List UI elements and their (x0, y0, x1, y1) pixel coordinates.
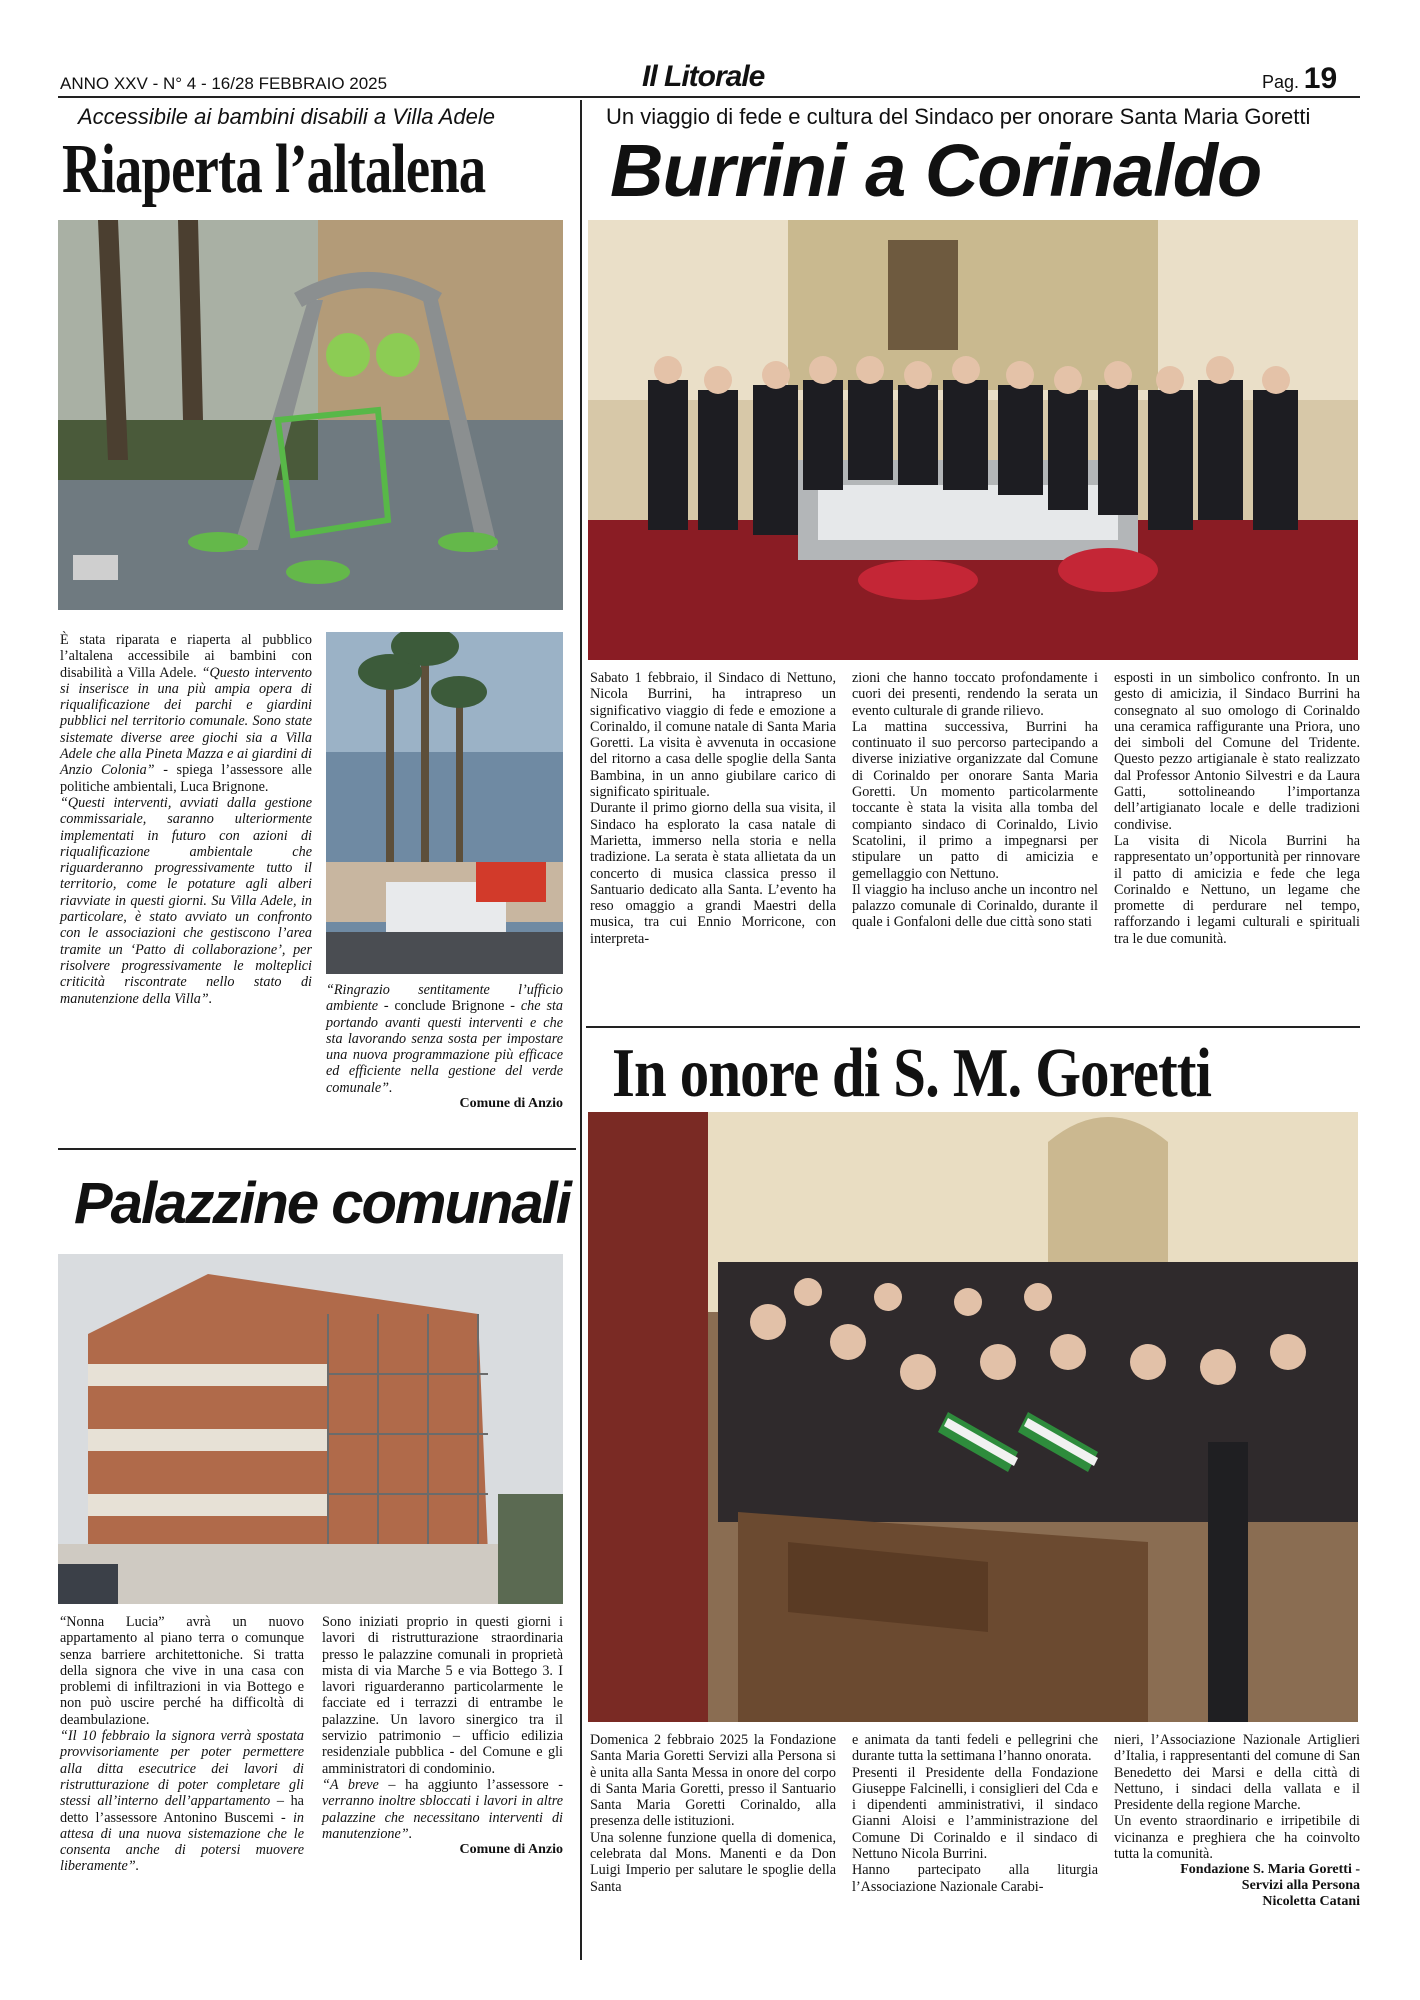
palazzine-c1-quote: “Il 10 febbraio la signora verrà spostata provvisoriamente per poter permettere alla ditta esecutrice dei lavori di ristrutturazione di poter completare gli stessi all’interno dell’appartamento (60, 1728, 304, 1810)
header-rule (58, 96, 1360, 98)
mass-photo (588, 1112, 1358, 1722)
palazzine-signature: Comune di Anzio (459, 1842, 563, 1858)
burrini-c2: zioni che hanno toccato profondamente i cuori dei presenti, rendendo la serata un evento culturale di grande rilievo. (852, 670, 1098, 719)
altalena-title: Riaperta l’altalena (62, 131, 486, 208)
goretti-c2c: Hanno partecipato alla liturgia l’Associazione Nazionale Carabi- (852, 1862, 1098, 1895)
goretti-column-1 (590, 1732, 836, 1895)
altalena-paragraph-1 (60, 632, 312, 795)
goretti-c2: e animata da tanti fedeli e pellegrini che durante tutta la settimana l’hanno onorata. (852, 1732, 1098, 1765)
goretti-c2b: Presenti il Presidente della Fondazione Giuseppe Falcinelli, i consiglieri del Cda e i dipendenti amministrativi, il sindaco Gianni Aloisi e l’amministrazione del Comune Di Corinaldo e il sindaco di Nettuno Nicola Burrini. (852, 1764, 1098, 1863)
goretti-signature-3: Nicoletta Catani (1262, 1894, 1360, 1910)
goretti-c1: Domenica 2 febbraio 2025 la Fondazione Santa Maria Goretti Servizi alla Persona si è unita alla Santa Messa in onore del corpo di Santa Maria Goretti, presso il Santuario Santa Maria Goretti Corinaldo, alla presenza delle istituzioni. (590, 1732, 836, 1830)
altalena-paragraph-2: “Questi interventi, avviati dalla gestione commissariale, saranno ulteriormente implementati in futuro con azioni di riqualificazione ambientale che riguarderanno progressivamente tutto il territorio, come le potature agli alberi riavviate in questi giorni. Su Villa Adele, in particolare, è stato avviato un confronto con le associazioni che gestiscono l’area tramite un ‘Patto di collaborazione’, per risolvere progressivamente le molteplici criticità riscontrate nello stato di manutenzione della Villa”. (60, 794, 312, 1007)
altalena-p1-quote: “Questo intervento si inserisce in una più ampia opera di riqualificazione dei parchi e giardini pubblici nel territorio comunale. Sono state sistemate diverse aree giochi sia a Villa Adele che alla Pineta Mazza e ai giardini di Anzio Colonia” (60, 664, 312, 779)
altalena-p3-text: - conclude Brignone - (378, 998, 521, 1015)
burrini-column-1 (590, 670, 836, 947)
palazzine-c1-quote2: in attesa di una nuova sistemazione che le consenta anche di potersi muovere liberamente”. (60, 1809, 304, 1875)
palazzine-c2-quote: “A breve (322, 1776, 379, 1793)
swing-photo (58, 220, 563, 610)
altalena-kicker: Accessibile ai bambini disabili a Villa Adele (78, 104, 496, 129)
goretti-title: In onore di S. M. Goretti (612, 1035, 1212, 1112)
palazzine-c1: “Nonna Lucia” avrà un nuovo appartamento al piano terra o comunque senza barriere architettoniche. Si tratta della signora che vive in una casa con problemi di infiltrazioni in via Bottego e non può uscire perché ha difficoltà di deambulazione. (60, 1614, 304, 1728)
page-label: Pag. (1262, 72, 1300, 92)
altalena-p3-quote2: che sta portando avanti questi interventi e che sta lavorando senza sosta per impostare una nuova programmazione più efficace ed efficiente nella gestione del verde comunale”. (326, 998, 563, 1096)
burrini-c3b: La visita di Nicola Burrini ha rappresentato un’opportunità per rinnovare il patto di amicizia e fede che lega Corinaldo e Nettuno, un legame che promette di perdurare nel tempo, rafforzando i legami culturali e spirituali tra le due comunità. (1114, 832, 1360, 947)
goretti-column-2 (852, 1732, 1098, 1895)
concert-photo (588, 220, 1358, 660)
goretti-c1b: Una solenne funzione quella di domenica, celebrata dal Mons. Manenti e da Don Luigi Imperio per salutare le spoglie della Santa (590, 1829, 836, 1895)
tree-pruning-photo (326, 632, 563, 974)
palazzine-column-2 (322, 1614, 563, 1858)
palazzine-c2: Sono iniziati proprio in questi giorni i lavori di ristrutturazione straordinaria presso le palazzine comunali in proprietà mista di via Marche 5 e via Bottego 3. I lavori riguarderanno particolarmente le facciate ed i terrazzi di entrambe le palazzine. Un lavoro sinergico tra il servizio patrimonio – ufficio edilizia residenziale pubblica - del Comune e gli amministratori di condominio. (322, 1614, 563, 1777)
burrini-column-2 (852, 670, 1098, 931)
altalena-paragraph-3 (326, 982, 563, 1096)
altalena-p3-quote: “Ringrazio sentitamente l’ufficio ambiente (326, 982, 563, 1015)
palazzine-title: Palazzine comunali (74, 1171, 570, 1236)
burrini-title: Burrini a Corinaldo (610, 129, 1262, 212)
section-rule-right (586, 1026, 1360, 1028)
page-number (1262, 62, 1337, 96)
column-divider (580, 100, 582, 1960)
altalena-column-1 (60, 632, 312, 1007)
building-photo (58, 1254, 563, 1604)
burrini-c1b: Durante il primo giorno della sua visita, il Sindaco ha esplorato la casa natale di Marietta, immerso nella storia e nella tradizione. La serata è stata allietata da un concerto di musica classica presso il Santuario dedicato alla Santa. L’evento ha reso omaggio a grandi Maestri della musica, tra cui Ennio Morricone, con interpreta- (590, 800, 836, 947)
palazzine-c2-quote-paragraph (322, 1777, 563, 1842)
goretti-c3: nieri, l’Associazione Nazionale Artiglieri d’Italia, i rappresentanti del comune di San Benedetto dei Marsi e della città di Nettuno, i sindaci della vallata e il Presidente della regione Marche. (1114, 1732, 1360, 1814)
altalena-p1-text: È stata riparata e riaperta al pubblico l’altalena accessibile ai bambini con disabilità a Villa Adele. (60, 632, 312, 681)
section-rule-left (58, 1148, 576, 1150)
burrini-c1: Sabato 1 febbraio, il Sindaco di Nettuno, Nicola Burrini, ha intrapreso un significativo viaggio di fede e emozione a Corinaldo, il comune natale di Santa Maria Goretti. La visita è avvenuta in occasione del ritorno a casa delle spoglie della Santa Bambina, in un anno giubilare carico di significato spirituale. (590, 670, 836, 801)
issue-info: ANNO XXV - N° 4 - 16/28 FEBBRAIO 2025 (60, 74, 388, 93)
burrini-column-3 (1114, 670, 1360, 947)
page-number-value: 19 (1303, 62, 1338, 95)
palazzine-c2-plain: – ha aggiunto l’assessore - (378, 1776, 564, 1793)
burrini-c2b: La mattina successiva, Burrini ha continuato il suo percorso partecipando a diverse iniziative organizzate dal Comune di Corinaldo per onorare Santa Maria Goretti. Un momento particolarmente toccante è stata la visita alla tomba del compianto sindaco di Corinaldo, Livio Scatolini, il primo a impegnarsi per stipulare un patto di amicizia e gemellaggio con Nettuno. (852, 718, 1098, 882)
altalena-signature: Comune di Anzio (459, 1096, 563, 1112)
palazzine-c1-plain: – ha detto l’assessore Antonino Buscemi - (60, 1793, 304, 1826)
altalena-column-2 (326, 982, 563, 1112)
palazzine-c2-quote2: verranno inoltre sbloccati i lavori in altre palazzine che necessitano interventi di manutenzione”. (322, 1793, 563, 1842)
goretti-signature-1: Fondazione S. Maria Goretti - (1180, 1862, 1360, 1878)
palazzine-c1-quote-paragraph (60, 1728, 304, 1875)
burrini-c2c: Il viaggio ha incluso anche un incontro nel palazzo comunale di Corinaldo, durante il quale i Gonfaloni delle due città sono stati (852, 881, 1098, 931)
burrini-c3: esposti in un simbolico confronto. In un gesto di amicizia, il Sindaco Burrini ha consegnato al suo omologo di Corinaldo una ceramica raffigurante una Priora, uno dei simboli del Comune del Tridente. Questo pezzo artigianale è stato realizzato dal Professor Antonio Silvestri e da Laura Gatti, sottolineando l’importanza dell’artigianato locale e delle tradizioni condivise. (1114, 670, 1360, 833)
goretti-signature-2: Servizi alla Persona (1241, 1878, 1360, 1894)
goretti-column-3 (1114, 1732, 1360, 1910)
burrini-kicker: Un viaggio di fede e cultura del Sindaco per onorare Santa Maria Goretti (606, 104, 1311, 129)
goretti-c3b: Un evento straordinario e irripetibile di vicinanza e preghiera che ha coinvolto tutta la comunità. (1114, 1813, 1360, 1863)
altalena-p1-tail: - spiega l’assessore alle politiche ambientali, Luca Brignone. (60, 762, 312, 795)
palazzine-column-1 (60, 1614, 304, 1875)
masthead: Il Litorale (642, 60, 765, 93)
